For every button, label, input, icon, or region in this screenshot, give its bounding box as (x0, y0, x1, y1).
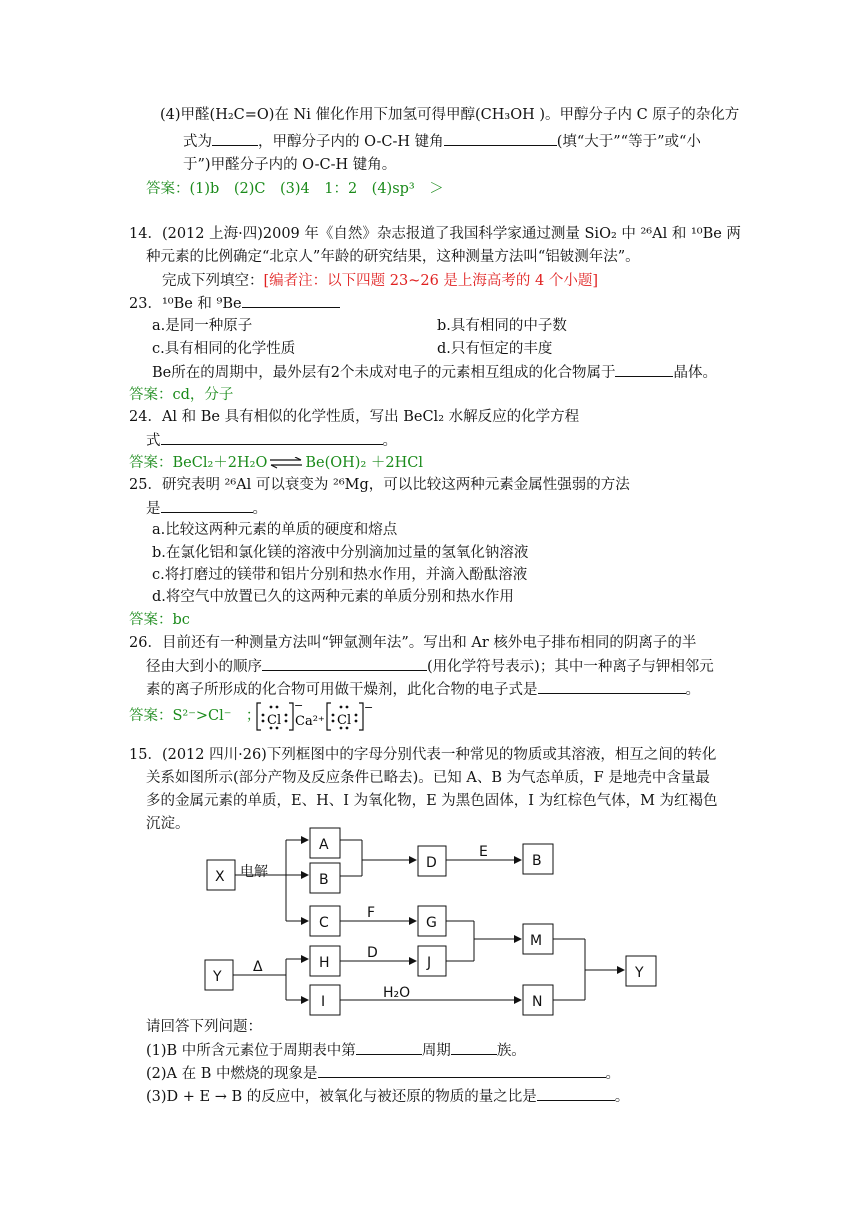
cl-symbol: Cl (267, 713, 282, 728)
label-d: D (426, 855, 437, 871)
label-m: M (530, 933, 543, 949)
label-i: I (321, 994, 326, 1010)
q15-line2: 关系如图所示(部分产物及反应条件已略去)。已知 A、B 为气态单质，F 是地壳中含量最 (146, 770, 710, 786)
q25-line2 (146, 497, 267, 520)
blank[interactable] (242, 292, 340, 308)
q23-stem (129, 292, 340, 315)
q23-text: 23．¹⁰Be 和 ⁹Be (129, 296, 242, 312)
q25-option-d: d.将空气中放置已久的这两种元素的单质分别和热水作用 (152, 589, 514, 605)
q13-part4-line2 (183, 130, 701, 153)
q26-text: 径由大到小的顺序 (146, 659, 262, 675)
bracket-left-cl (257, 703, 293, 730)
q15-part2 (146, 1062, 620, 1085)
q26-answer (129, 705, 260, 727)
q25-option-b: b.在氯化铝和氯化镁的溶液中分别滴加过量的氢氧化钠溶液 (152, 545, 529, 561)
blank[interactable] (318, 1062, 606, 1078)
q23-text: Be所在的周期中，最外层有2个未成对电子的元素相互组成的化合物属于 (152, 365, 616, 381)
q26-text: 素的离子所形成的化合物可用做干燥剂，此化合物的电子式是 (146, 682, 538, 698)
label-b-out: B (532, 853, 542, 869)
q26-answer-order: 答案：S²⁻>Cl⁻ ； (129, 708, 261, 724)
minus-sign: − (364, 701, 374, 714)
q13-answer: 答案：(1)b (2)C (3)4 1：2 (4)sp³ ＞ (146, 181, 444, 197)
label-j: J (427, 955, 432, 971)
q15-text: 。 (614, 1089, 630, 1105)
q26-line1: 26．目前还有一种测量方法叫“钾氩测年法”。写出和 Ar 核外电子排布相同的阴离子的半 (129, 635, 697, 651)
flow-diagram (196, 824, 666, 1020)
q15-line1: 15．(2012 四川·26)下列框图中的字母分别代表一种常见的物质或其溶液，相互之间的转化 (129, 747, 717, 763)
q14-text: 完成下列填空： (162, 273, 264, 289)
blank[interactable] (161, 429, 383, 445)
blank[interactable] (212, 130, 258, 146)
label-heat: Δ (253, 959, 263, 975)
label-g: G (426, 915, 437, 931)
q23-line2 (152, 361, 717, 384)
minus-sign: − (294, 700, 304, 712)
editor-note: [编者注：以下四题 23~26 是上海高考的 4 个小题] (263, 273, 599, 289)
q14-line1: 14．(2012 上海·四)2009 年《自然》杂志报道了我国科学家通过测量 SiO₂ 中 ²⁶Al 和 ¹⁰Be 两 (129, 226, 741, 242)
cl-symbol: Cl (337, 713, 352, 728)
q24-line2 (146, 429, 397, 452)
q15-line4: 沉淀。 (146, 816, 190, 832)
q13-part4-line3: 于”)甲醛分子内的 O-C-H 键角。 (183, 157, 397, 173)
q15-text: 族。 (496, 1043, 526, 1059)
q25-option-a: a.比较这两种元素的单质的硬度和熔点 (152, 522, 398, 538)
q13-text: 式为 (183, 134, 212, 150)
label-y-out: Y (635, 965, 644, 981)
q23-option-d: d.只有恒定的丰度 (437, 341, 553, 357)
blank[interactable] (262, 655, 427, 671)
blank[interactable] (444, 130, 557, 146)
label-c: C (319, 915, 329, 931)
q13-text: ，甲醇分子内的 O-C-H 键角 (258, 134, 444, 150)
q15-text: 周期 (421, 1043, 451, 1059)
box-j (418, 946, 446, 976)
q15-text: (3)D + E → B 的反应中，被氧化与被还原的物质的量之比是 (146, 1089, 537, 1105)
label-n: N (532, 994, 543, 1010)
q13-part4-line1: (4)甲醛(H₂C=O)在 Ni 催化作用下加氢可得甲醇(CH₃OH )。甲醇分子内 C 原子的杂化方 (160, 107, 740, 123)
q25-text: 。 (252, 501, 267, 517)
q26-text: 。 (685, 682, 700, 698)
label-water: H₂O (383, 985, 411, 1001)
equilibrium-arrow-icon (269, 457, 303, 469)
label-y: Y (213, 969, 222, 985)
q15-text: (2)A 在 B 中燃烧的现象是 (146, 1066, 318, 1082)
ca-ion: Ca²⁺ (295, 714, 325, 729)
q15-line3: 多的金属元素的单质，E、H、I 为氧化物，E 为黑色固体，I 为红棕色气体，M 为红褐色 (146, 793, 718, 809)
label-a: A (319, 837, 329, 853)
q26-text: (用化学符号表示)；其中一种离子与钾相邻元 (427, 659, 714, 675)
q13-text: (填“大于”“等于”或“小 (556, 134, 701, 150)
label-x: X (215, 869, 225, 885)
q25-text: 是 (146, 501, 161, 517)
q14-line2: 种元素的比例确定“北京人”年龄的研究结果，这种测量方法叫“铝铍测年法”。 (146, 249, 640, 265)
blank[interactable] (537, 1085, 615, 1101)
label-d-reagent: D (367, 945, 378, 961)
q15-intro: 请回答下列问题： (146, 1019, 262, 1035)
label-e: E (479, 844, 488, 860)
bracket-right-cl (327, 703, 363, 730)
q23-option-b: b.具有相同的中子数 (437, 318, 567, 334)
q15-part1 (146, 1039, 526, 1062)
q24-text: 式 (146, 433, 161, 449)
q25-line1: 25．研究表明 ²⁶Al 可以衰变为 ²⁶Mg，可以比较这两种元素金属性强弱的方法 (129, 477, 630, 493)
blank[interactable] (451, 1039, 497, 1055)
blank[interactable] (356, 1039, 422, 1055)
blank[interactable] (538, 678, 686, 694)
q26-line3 (146, 678, 700, 701)
label-electrolysis: 电解 (240, 864, 268, 880)
q15-text: 。 (605, 1066, 620, 1082)
q24-text: 。 (382, 433, 397, 449)
label-b: B (319, 872, 329, 888)
q24-answer-left: 答案：BeCl₂＋2H₂O (129, 455, 268, 471)
q24-answer (129, 452, 423, 474)
label-h: H (319, 955, 330, 971)
electron-formula (254, 700, 374, 734)
q26-line2 (146, 655, 714, 678)
q24-line1: 24．Al 和 Be 具有相似的化学性质，写出 BeCl₂ 水解反应的化学方程 (129, 409, 580, 425)
q23-option-c: c.具有相同的化学性质 (152, 341, 296, 357)
blank[interactable] (161, 497, 253, 513)
q23-text: 晶体。 (673, 365, 717, 381)
q25-option-c: c.将打磨过的镁带和铝片分别和热水作用，并滴入酚酞溶液 (152, 567, 528, 583)
blank[interactable] (615, 361, 673, 377)
q24-answer-right: Be(OH)₂ ＋2HCl (305, 455, 423, 471)
q23-option-a: a.是同一种原子 (152, 318, 253, 334)
q23-answer: 答案：cd，分子 (129, 387, 234, 403)
q15-text: (1)B 中所含元素位于周期表中第 (146, 1043, 356, 1059)
label-f: F (367, 905, 376, 921)
q25-answer: 答案：bc (129, 612, 190, 628)
q15-part3 (146, 1085, 629, 1108)
q14-line3 (162, 270, 598, 292)
